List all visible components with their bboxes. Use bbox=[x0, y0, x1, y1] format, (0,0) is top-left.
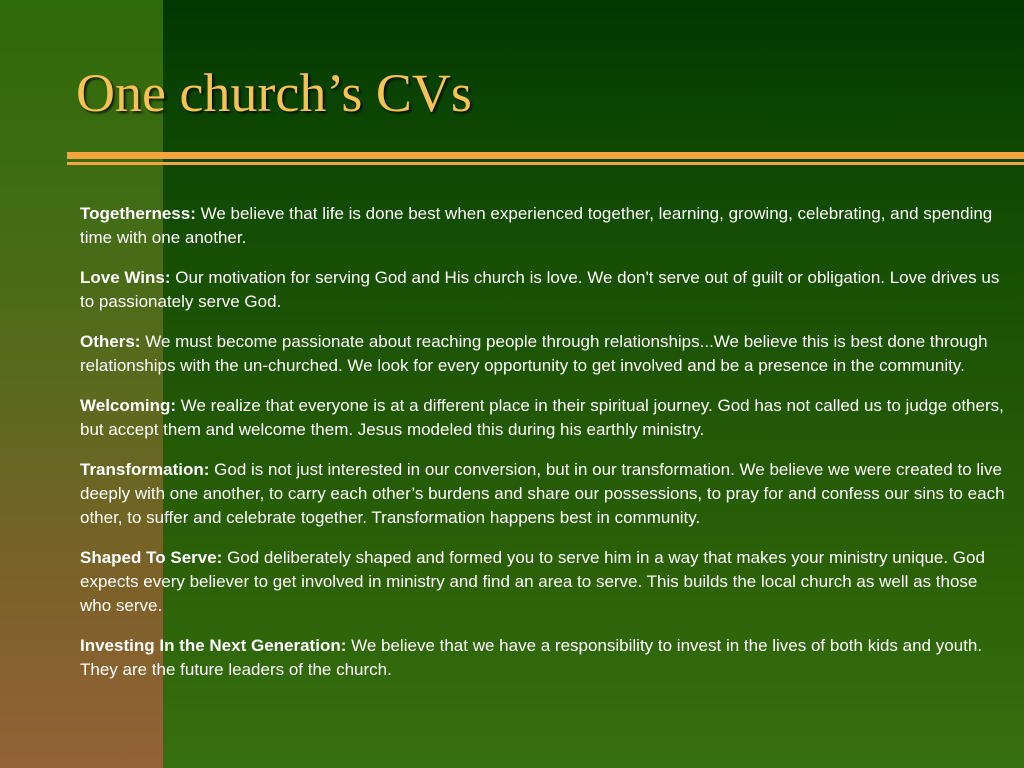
value-text: We realize that everyone is at a different place in their spiritual journey. God has not called us to judge others, but accept them and welcome them. Jesus modeled this during his earthly ministry. bbox=[80, 396, 1004, 439]
value-text: Our motivation for serving God and His church is love. We don't serve out of guilt or obligation. Love drives us to passionately serve God. bbox=[80, 268, 1000, 311]
value-paragraph-others bbox=[80, 330, 1010, 378]
value-term: Investing In the Next Generation: bbox=[80, 636, 347, 655]
value-term: Transformation: bbox=[80, 460, 210, 479]
title-divider-thin bbox=[67, 162, 1024, 165]
value-paragraph-transformation bbox=[80, 458, 1010, 530]
title-divider-thick bbox=[67, 152, 1024, 159]
value-text: God deliberately shaped and formed you to serve him in a way that makes your ministry unique. God expects every believer to get involved in ministry and find an area to serve. This builds the local church as well as those who serve. bbox=[80, 548, 985, 615]
value-term: Shaped To Serve: bbox=[80, 548, 223, 567]
value-text: We believe that we have a responsibility to invest in the lives of both kids and youth. They are the future leaders of the church. bbox=[80, 636, 983, 679]
value-paragraph-shaped-to-serve bbox=[80, 546, 1010, 618]
value-paragraph-welcoming bbox=[80, 394, 1010, 442]
value-paragraph-next-generation bbox=[80, 634, 1010, 682]
value-text: We must become passionate about reaching people through relationships...We believe this is best done through relationships with the un-churched. We look for every opportunity to get involved and be a presence in the community. bbox=[80, 332, 988, 375]
value-term: Love Wins: bbox=[80, 268, 171, 287]
value-text: God is not just interested in our conversion, but in our transformation. We believe we were created to live deeply with one another, to carry each other’s burdens and share our possessions, to pray for and confess our sins to each other, to suffer and celebrate together. Transformation happens best in community. bbox=[80, 460, 1005, 527]
value-term: Others: bbox=[80, 332, 141, 351]
value-paragraph-togetherness bbox=[80, 202, 1010, 250]
value-term: Welcoming: bbox=[80, 396, 177, 415]
value-text: We believe that life is done best when experienced together, learning, growing, celebrating, and spending time with one another. bbox=[80, 204, 993, 247]
value-paragraph-love-wins bbox=[80, 266, 1010, 314]
slide-title: One church’s CVs bbox=[76, 63, 472, 123]
value-term: Togetherness: bbox=[80, 204, 196, 223]
values-list bbox=[80, 202, 1010, 698]
